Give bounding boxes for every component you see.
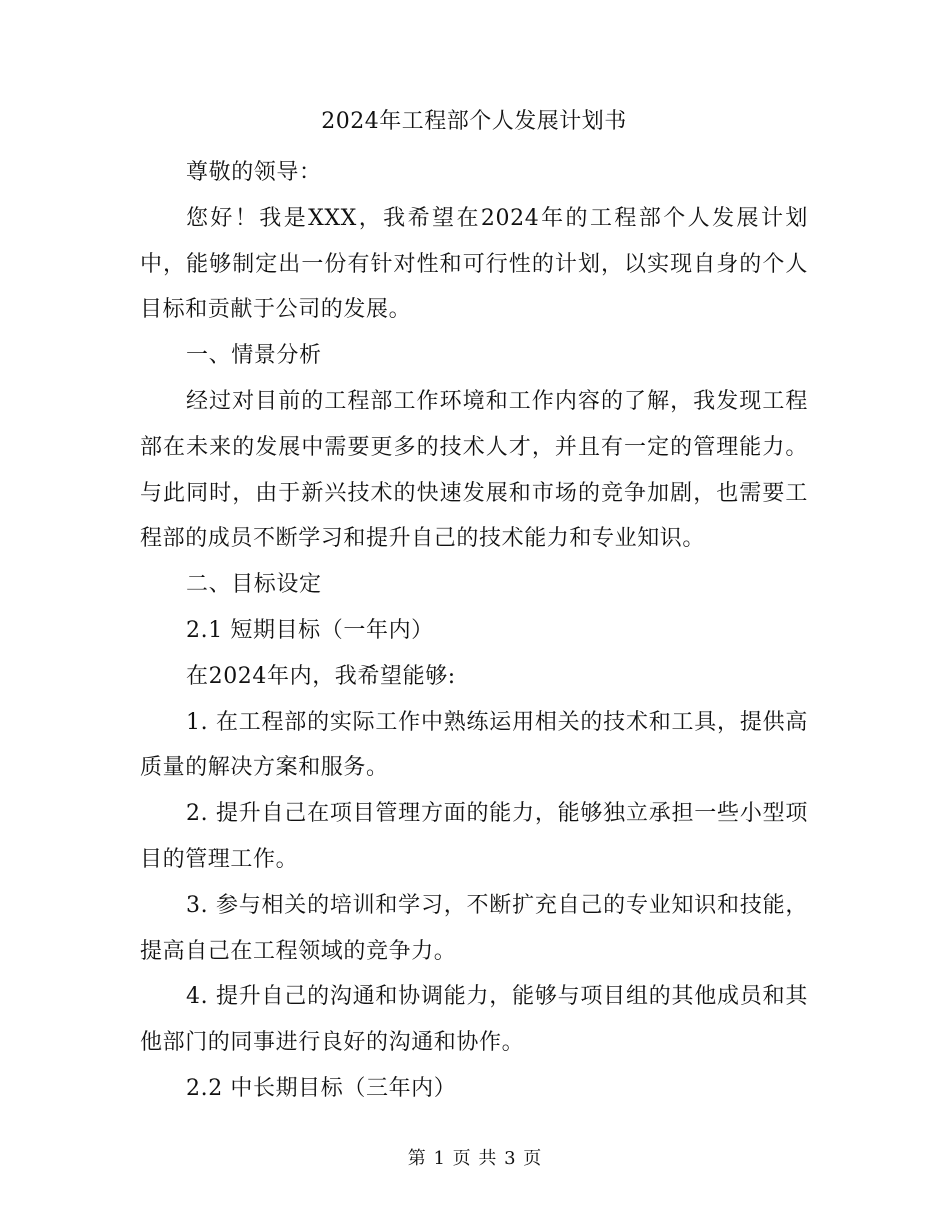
- list-item: 3. 参与相关的培训和学习，不断扩充自己的专业知识和技能，提高自己在工程领域的竞争力。: [140, 892, 808, 964]
- list-item: 2. 提升自己在项目管理方面的能力，能够独立承担一些小型项目的管理工作。: [140, 801, 808, 872]
- document-title: 2024年工程部个人发展计划书: [321, 109, 627, 134]
- page-number-footer: 第 1 页 共 3 页: [407, 1148, 543, 1169]
- salutation: 尊敬的领导：: [186, 160, 322, 185]
- list-item: 1. 在工程部的实际工作中熟练运用相关的技术和工具，提供高质量的解决方案和服务。: [140, 709, 808, 781]
- subheading-mid-long-term: 2.2 中长期目标（三年内）: [186, 1075, 457, 1101]
- section-heading-goals: 二、目标设定: [186, 572, 322, 598]
- intro-paragraph: 您好！我是XXX，我希望在2024年的工程部个人发展计划中，能够制定出一份有针对性和可行性的计划，以实现自身的个人目标和贡献于公司的发展。: [140, 205, 808, 323]
- short-term-intro: 在2024年内，我希望能够:: [186, 663, 456, 689]
- section-heading-situation: 一、情景分析: [186, 343, 322, 369]
- list-item: 4. 提升自己的沟通和协调能力，能够与项目组的其他成员和其他部门的同事进行良好的沟通和协作。: [140, 984, 808, 1056]
- document-body: [140, 104, 808, 1112]
- situation-paragraph: 经过对目前的工程部工作环境和工作内容的了解，我发现工程部在未来的发展中需要更多的技术人才，并且有一定的管理能力。与此同时，由于新兴技术的快速发展和市场的竞争加剧，也需要工程部的成员不断学习和提升自己的技术能力和专业知识。: [140, 388, 808, 552]
- subheading-short-term: 2.1 短期目标（一年内）: [186, 617, 434, 643]
